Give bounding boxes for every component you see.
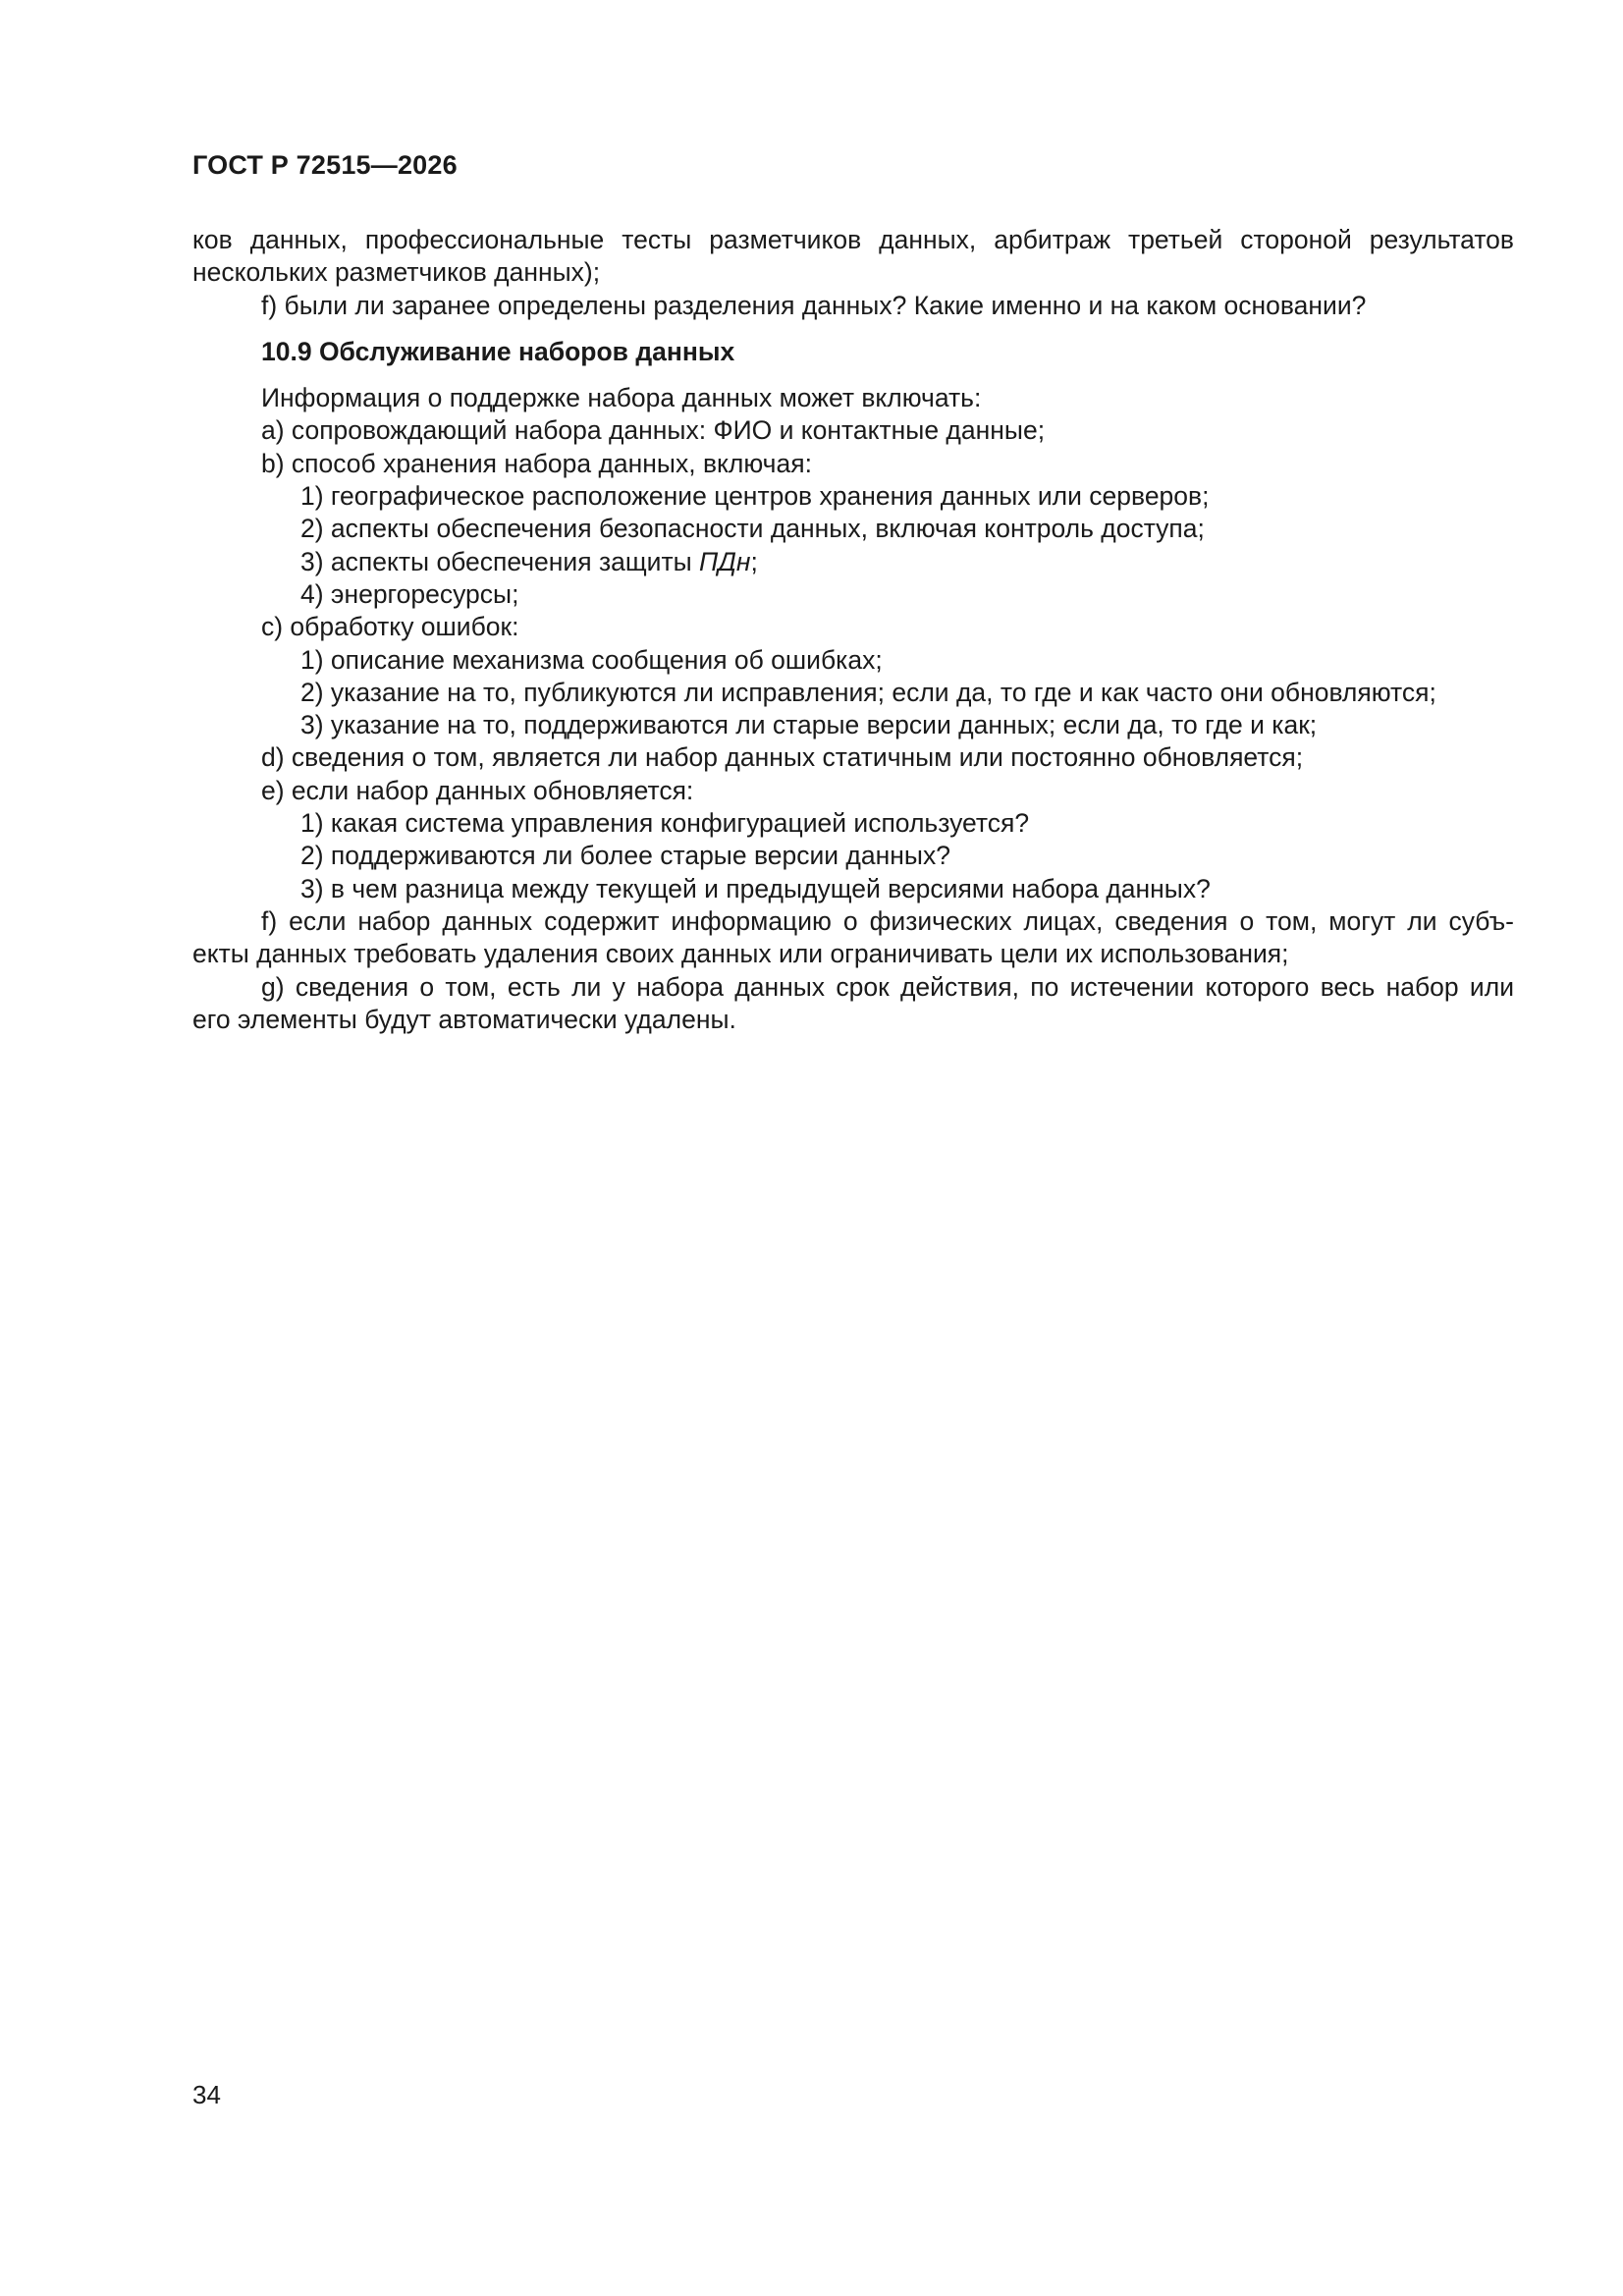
continuation-line-2: нескольких разметчиков данных); <box>192 257 601 288</box>
list-item-b-2: 2) аспекты обеспечения безопасности данных, включая контроль доступа; <box>300 514 1205 544</box>
section-intro: Информация о поддержке набора данных может включать: <box>261 383 982 413</box>
list-item-f-previous: f) были ли заранее определены разделения данных? Какие именно и на каком основании? <box>261 290 1367 320</box>
list-item-g-line-1: g) сведения о том, есть ли у набора данных срок действия, по истечении которого весь набор или <box>261 971 1514 1002</box>
list-item-b-3-prefix: 3) аспекты обеспечения защиты <box>300 546 699 576</box>
page-number: 34 <box>192 2080 221 2109</box>
list-item-e-2: 2) поддерживаются ли более старые версии данных? <box>300 841 950 871</box>
section-heading: 10.9 Обслуживание наборов данных <box>261 336 735 366</box>
list-item-c-2: 2) указание на то, публикуются ли исправления; если да, то где и как часто они обновляются; <box>300 677 1436 707</box>
list-item-g-line-2: его элементы будут автоматически удалены. <box>192 1004 736 1034</box>
document-body <box>192 224 1514 1036</box>
list-item-e-1: 1) какая система управления конфигурацией используется? <box>300 808 1030 839</box>
list-item-b-3 <box>192 546 1514 578</box>
list-item-b-1: 1) географическое расположение центров хранения данных или серверов; <box>300 481 1210 512</box>
list-item-b-4: 4) энергоресурсы; <box>300 578 519 609</box>
list-item-a: a) сопровождающий набора данных: ФИО и контактные данные; <box>261 415 1046 446</box>
continuation-line-1: ков данных, профессиональные тесты разметчиков данных, арбитраж третьей стороной результатов <box>192 225 1514 254</box>
list-item-b-3-italic: ПДн <box>699 546 751 576</box>
list-item-f-line-1: f) если набор данных содержит информацию о физических лицах, сведения о том, могут ли субъ- <box>261 905 1514 936</box>
list-item-e-3: 3) в чем разница между текущей и предыдущей версиями набора данных? <box>300 873 1211 903</box>
list-item-e: e) если набор данных обновляется: <box>261 775 694 805</box>
list-item-c: c) обработку ошибок: <box>261 612 519 642</box>
list-item-c-1: 1) описание механизма сообщения об ошибках; <box>300 644 883 675</box>
list-item-c-3: 3) указание на то, поддерживаются ли старые версии данных; если да, то где и как; <box>300 710 1318 740</box>
list-item-f-line-2: екты данных требовать удаления своих данных или ограничивать цели их использования; <box>192 939 1289 969</box>
standard-designation: ГОСТ Р 72515—2026 <box>192 150 458 180</box>
list-item-b: b) способ хранения набора данных, включая: <box>261 448 812 478</box>
list-item-b-3-suffix: ; <box>750 546 758 576</box>
list-item-d: d) сведения о том, является ли набор данных статичным или постоянно обновляется; <box>261 742 1304 773</box>
